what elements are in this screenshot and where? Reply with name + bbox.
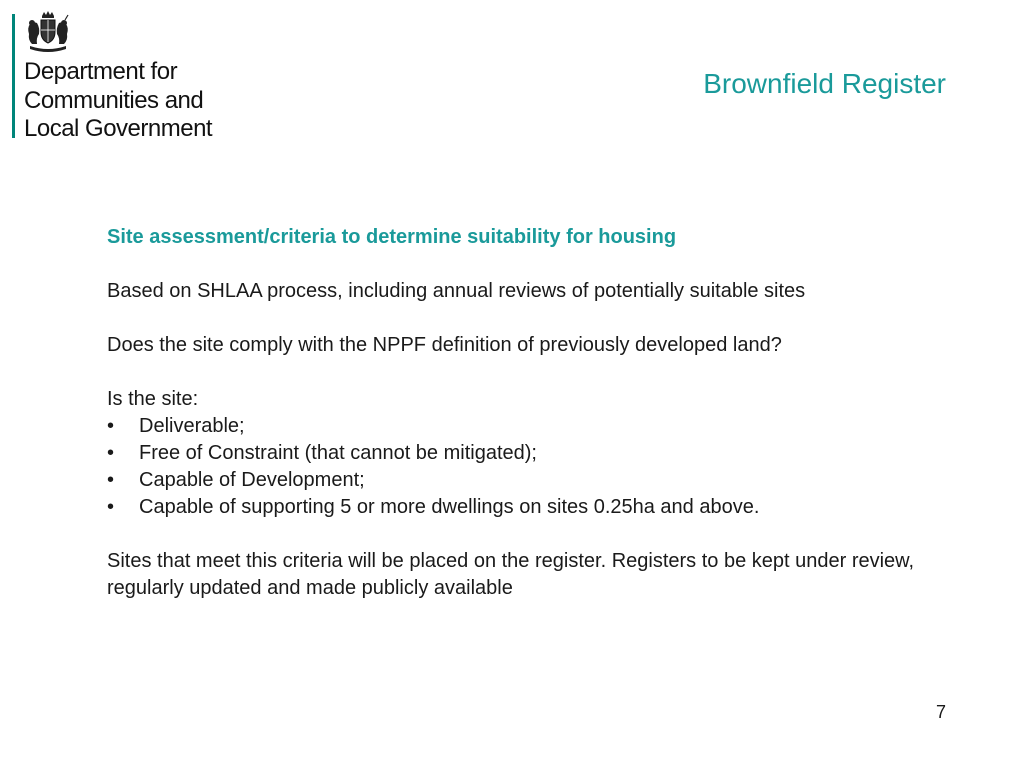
page-number: 7	[935, 702, 946, 722]
paragraph-closing: Sites that meet this criteria will be placed on the register. Registers to be kept under review, regularly updated and made publicly available	[107, 550, 915, 599]
department-line-3: Local Government	[24, 115, 213, 142]
section-subtitle: Site assessment/criteria to determine suitability for housing	[107, 226, 677, 248]
royal-coat-of-arms-icon	[24, 10, 72, 52]
bullet-icon: •	[107, 442, 115, 464]
paragraph-shlaa: Based on SHLAA process, including annual reviews of potentially suitable sites	[107, 280, 806, 302]
list-item	[107, 467, 927, 494]
criteria-intro: Is the site:	[107, 388, 199, 410]
paragraph-nppf: Does the site comply with the NPPF definition of previously developed land?	[107, 334, 782, 356]
list-item-text: Capable of Development;	[139, 469, 365, 491]
department-line-1: Department for	[24, 58, 178, 85]
list-item	[107, 494, 927, 521]
department-line-2: Communities and	[24, 86, 204, 114]
bullet-icon: •	[107, 469, 115, 491]
slide-title: Brownfield Register	[703, 68, 946, 99]
logo-divider	[12, 14, 15, 138]
criteria-list	[107, 413, 927, 521]
list-item	[107, 440, 927, 467]
list-item	[107, 413, 927, 440]
list-item-text: Deliverable;	[139, 415, 245, 437]
bullet-icon: •	[107, 415, 115, 437]
bullet-icon: •	[107, 496, 115, 518]
department-name	[24, 58, 212, 144]
list-item-text: Free of Constraint (that cannot be mitigated);	[139, 442, 537, 464]
list-item-text: Capable of supporting 5 or more dwellings on sites 0.25ha and above.	[139, 496, 760, 518]
slide-body	[107, 224, 927, 629]
